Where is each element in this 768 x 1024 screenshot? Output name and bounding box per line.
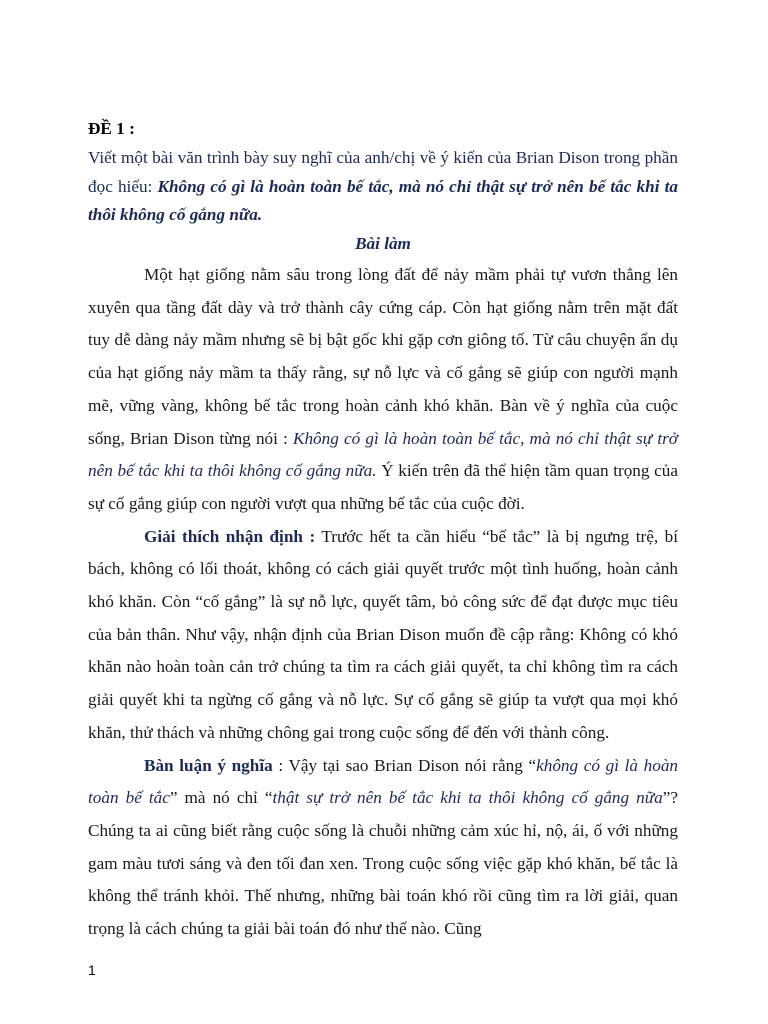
paragraph-discussion-italic-2: thật sự trở nên bế tắc khi ta thôi không cố gắng nữa — [272, 788, 663, 808]
paragraph-intro — [88, 259, 678, 521]
paragraph-discussion-italic-1: không có gì là hoàn toàn bế tắc — [88, 755, 679, 808]
paragraph-discussion-text-2: ” mà nó chỉ “ — [169, 788, 273, 808]
paragraph-discussion-text-1: : Vậy tại sao Brian Dison nói rằng “ — [272, 755, 537, 775]
prompt-quote: Không có gì là hoàn toàn bế tắc, mà nó chỉ thật sự trở nên bế tắc khi ta thôi không cố gắng nữa. — [88, 176, 678, 225]
exam-heading: ĐỀ 1 : — [88, 119, 135, 138]
prompt-intro: Viết một bài văn trình bày suy nghĩ của anh/chị về ý kiến của Brian Dison trong phần đọc hiểu: — [88, 147, 678, 196]
paragraph-intro-quote: Không có gì là hoàn toàn bế tắc, mà nó chỉ thật sự trở nên bế tắc khi ta thôi không cố gắng nữa. — [88, 428, 678, 481]
paragraph-discussion-lead: Bàn luận ý nghĩa — [144, 755, 273, 775]
paragraph-explanation — [88, 521, 678, 750]
exam-prompt — [88, 144, 678, 230]
paragraph-intro-end: Ý kiến trên đã thể hiện tầm quan trọng của sự cố gắng giúp con người vượt qua những bế tắc của cuộc đời. — [88, 461, 678, 513]
paragraph-explanation-text: Trước hết ta cần hiểu “bế tắc” là bị ngưng trệ, bí bách, không có lối thoát, không có cách giải quyết trước một tình huống, hoàn cảnh khó khăn. Còn “cố gắng” là sự nỗ lực, quyết tâm, bỏ công sức để đạt được mục tiêu của bản thân. Như vậy, nhận định của Brian Dison muốn đề cập rằng: Không có khó khăn nào hoàn toàn cản trở chúng ta tìm ra cách giải quyết, ta chỉ không tìm ra cách giải quyết khi ta ngừng cố gắng và nỗ lực. Sự cố gắng sẽ giúp ta vượt qua mọi khó khăn, thử thách và những chông gai trong cuộc sống để đến với thành công. — [88, 526, 678, 742]
document-body — [88, 115, 678, 946]
paragraph-intro-text: Một hạt giống nằm sâu trong lòng đất để nảy mầm phải tự vươn thẳng lên xuyên qua tầng đất dày và trở thành cây cứng cáp. Còn hạt giống nằm trên mặt đất tuy dễ dàng nảy mầm nhưng sẽ bị bật gốc khi gặp cơn giông tố. Từ câu chuyện ẩn dụ của hạt giống nảy mầm ta thấy rằng, sự nỗ lực và cố gắng sẽ giúp con người mạnh mẽ, vững vàng, không bế tắc trong hoàn cảnh khó khăn. Bàn về ý nghĩa của cuộc sống, Brian Dison từng nói : — [88, 264, 678, 448]
paragraph-discussion — [88, 750, 678, 946]
section-title: Bài làm — [355, 234, 411, 254]
paragraph-discussion-text-3: ”? Chúng ta ai cũng biết rằng cuộc sống là chuỗi những cảm xúc hỉ, nộ, ái, ố với những gam màu tươi sáng và đen tối đan xen. Trong cuộc sống việc gặp khó khăn, bế tắc là không thể tránh khỏi. Thế nhưng, những bài toán khó rồi cũng tìm ra lời giải, quan trọng là cách chúng ta giải bài toán đó như thế nào. Cũng — [88, 788, 678, 939]
page-number: 1 — [88, 962, 96, 978]
paragraph-explanation-lead: Giải thích nhận định : — [144, 526, 316, 546]
